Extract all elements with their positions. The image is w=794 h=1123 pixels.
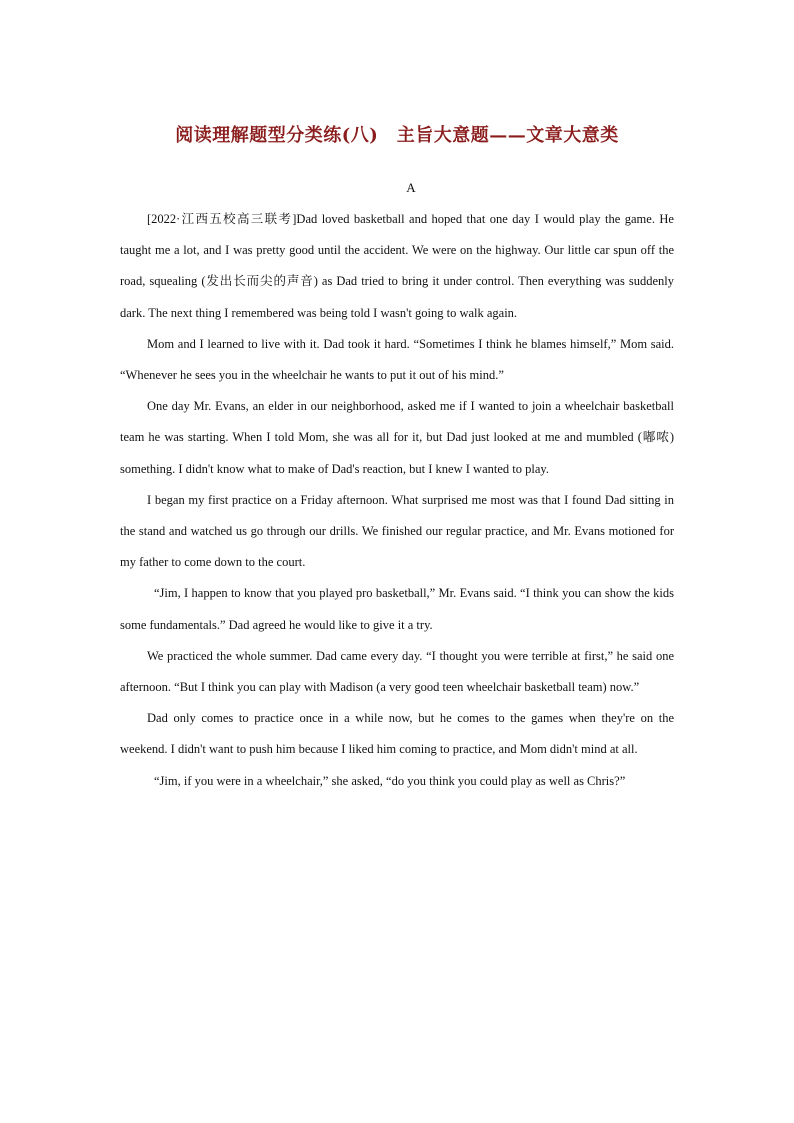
passage-body (120, 204, 674, 797)
paragraph-4: I began my first practice on a Friday afternoon. What surprised me most was that I found Dad sitting in the stand and watched us go through our drills. We finished our regular practice, and Mr. Evans motioned for my father to come down to the court. (120, 492, 674, 570)
paragraph-2: Mom and I learned to live with it. Dad took it hard. “Sometimes I think he blames himself,” Mom said. “Whenever he sees you in the wheelchair he wants to put it out of his mind.” (120, 336, 674, 383)
page-title: 阅读理解题型分类练(八) 主旨大意题——文章大意类 (175, 125, 619, 146)
paragraph-8: “Jim, if you were in a wheelchair,” she asked, “do you think you could play as well as Chris?” (154, 773, 626, 788)
section-heading: A (406, 180, 416, 195)
paragraph-3: One day Mr. Evans, an elder in our neighborhood, asked me if I wanted to join a wheelchair basketball team he was starting. When I told Mom, she was all for it, but Dad just looked at me and mumbled (嘟哝) something. I didn't know what to make of Dad's reaction, but I knew I wanted to play. (120, 399, 674, 476)
paragraph-5: “Jim, I happen to know that you played pro basketball,” Mr. Evans said. “I think you can show the kids some fundamentals.” Dad agreed he would like to give it a try. (120, 586, 674, 632)
paragraph-1: [2022·江西五校高三联考]Dad loved basketball and hoped that one day I would play the game. He taught me a lot, and I was pretty good until the accident. We were on the highway. Our little car spun off the road, squealing (发出长而尖的声音) as Dad tried to bring it under control. Then everything was suddenly dark. The next thing I remembered was being told I wasn't going to walk again. (120, 212, 674, 320)
paragraph-6: We practiced the whole summer. Dad came every day. “I thought you were terrible at first,” he said one afternoon. “But I think you can play with Madison (a very good teen wheelchair basketball team) now.” (120, 648, 674, 695)
paragraph-7: Dad only comes to practice once in a while now, but he comes to the games when they're on the weekend. I didn't want to push him because I liked him coming to practice, and Mom didn't mind at all. (120, 711, 674, 757)
